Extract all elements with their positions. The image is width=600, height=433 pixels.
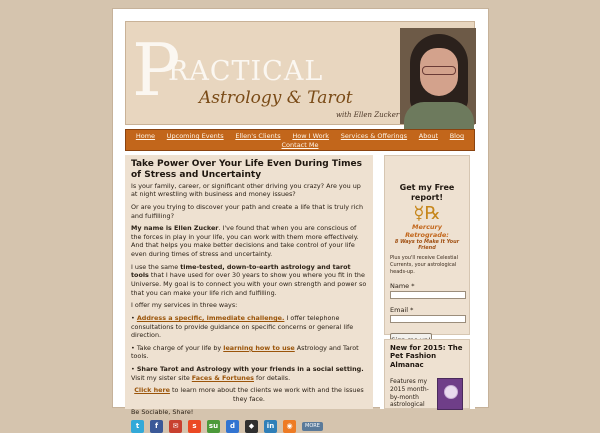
intro-paragraph: Is your family, career, or significant other driving you crazy? Are you up at night wrestling with business and money issues? — [131, 181, 361, 199]
mercury-retrograde-icon: ☿℞ — [413, 203, 441, 225]
page-container — [112, 8, 489, 431]
name-field[interactable] — [390, 291, 466, 299]
email-label: Email * — [390, 306, 414, 315]
rss-icon[interactable]: ◉ — [283, 420, 296, 433]
learning-link[interactable]: learning how to use — [223, 343, 295, 352]
report-title: Mercury Retrograde: — [405, 223, 449, 240]
main-nav — [125, 129, 475, 151]
delicious-icon[interactable]: d — [226, 420, 239, 433]
sociable-label: Be Sociable, Share! — [131, 407, 194, 416]
more-share-button[interactable]: MORE — [302, 422, 323, 431]
nav-upcoming-events[interactable]: Upcoming Events — [166, 132, 224, 140]
twitter-icon[interactable]: t — [131, 420, 144, 433]
consultation-link[interactable]: Address a specific, immediate challenge. — [136, 313, 285, 322]
service-item-consultation: • Address a specific, immediate challenge. I offer telephone consultations to provide guidance on specific concerns or general life direction. — [131, 313, 354, 340]
report-tagline: 8 Ways to Make It Your Friend — [394, 239, 460, 252]
stumble-alt-icon[interactable]: su — [207, 420, 220, 433]
nav-blog[interactable]: Blog — [449, 132, 465, 140]
faces-fortunes-link[interactable]: Faces & Fortunes — [191, 373, 254, 382]
author-name: My name is Ellen Zucker — [131, 224, 219, 233]
share-bar — [131, 420, 367, 433]
facebook-icon[interactable]: f — [150, 420, 163, 433]
main-content — [125, 155, 373, 431]
click-here-link[interactable]: Click here — [134, 386, 170, 395]
service-item-learning: • Take charge of your life by learning how to use Astrology and Tarot tools. — [131, 343, 359, 361]
linkedin-icon[interactable]: in — [264, 420, 277, 433]
signup-box — [384, 155, 470, 335]
logo-wordmark: RACTICAL — [168, 56, 324, 87]
service-item-social: • Share Tarot and Astrology with your friends in a social setting. Visit my sister site Faces & Fortunes for details. — [131, 365, 364, 382]
promo-title: New for 2015: The Pet Fashion Almanac — [390, 344, 463, 369]
logo-byline: with Ellen Zucker — [336, 111, 400, 119]
sidebar — [380, 155, 475, 409]
nav-how-i-work[interactable]: How I Work — [292, 132, 330, 140]
nav-contact-me[interactable]: Contact Me — [281, 141, 319, 149]
intro-question: Or are you trying to discover your path and create a life that is truly rich and fulfilling? — [131, 202, 363, 220]
almanac-cover-image[interactable] — [437, 378, 463, 410]
about-paragraph: My name is Ellen Zucker. I've found that when you are conscious of the forces in play in your life, you can work with them more effectively. And that helps you make better decisions and take control of your life even during times of stress and uncertainty. — [131, 224, 359, 259]
nav-home[interactable]: Home — [135, 132, 156, 140]
nav-services[interactable]: Services & Offerings — [340, 132, 408, 140]
logo-big-letter: P — [132, 28, 181, 112]
author-portrait — [400, 28, 476, 124]
tools-paragraph: I use the same time-tested, down-to-earth astrology and tarot tools that I have used for over 30 years to show you where you fit in the Universe. My goal is to connect you with your own strength and power so that you can make your life rich and fulfilling. — [131, 262, 367, 297]
nav-ellens-clients[interactable]: Ellen's Clients — [235, 132, 281, 140]
promo-text: Features my 2015 month-by-month astrological — [390, 378, 429, 409]
email-field[interactable] — [390, 315, 466, 323]
page-title: Take Power Over Your Life Even During Times of Stress and Uncertainty — [131, 159, 362, 180]
stumbleupon-icon[interactable]: s — [188, 420, 201, 433]
signup-title: Get my Free report! — [399, 183, 455, 202]
digg-icon[interactable]: ◆ — [245, 420, 258, 433]
site-header — [125, 21, 475, 125]
email-icon[interactable]: ✉ — [169, 420, 182, 433]
logo-subtitle: Astrology & Tarot — [199, 88, 353, 108]
clients-paragraph: Click here to learn more about the clients we work with and the issues they face. — [134, 386, 364, 404]
nav-about[interactable]: About — [418, 132, 438, 140]
services-intro: I offer my services in three ways: — [131, 301, 238, 310]
almanac-promo — [384, 339, 470, 409]
name-label: Name * — [390, 282, 415, 291]
signup-note: Plus you'll receive Celestial Currents, your astrological heads-up. — [390, 255, 458, 275]
